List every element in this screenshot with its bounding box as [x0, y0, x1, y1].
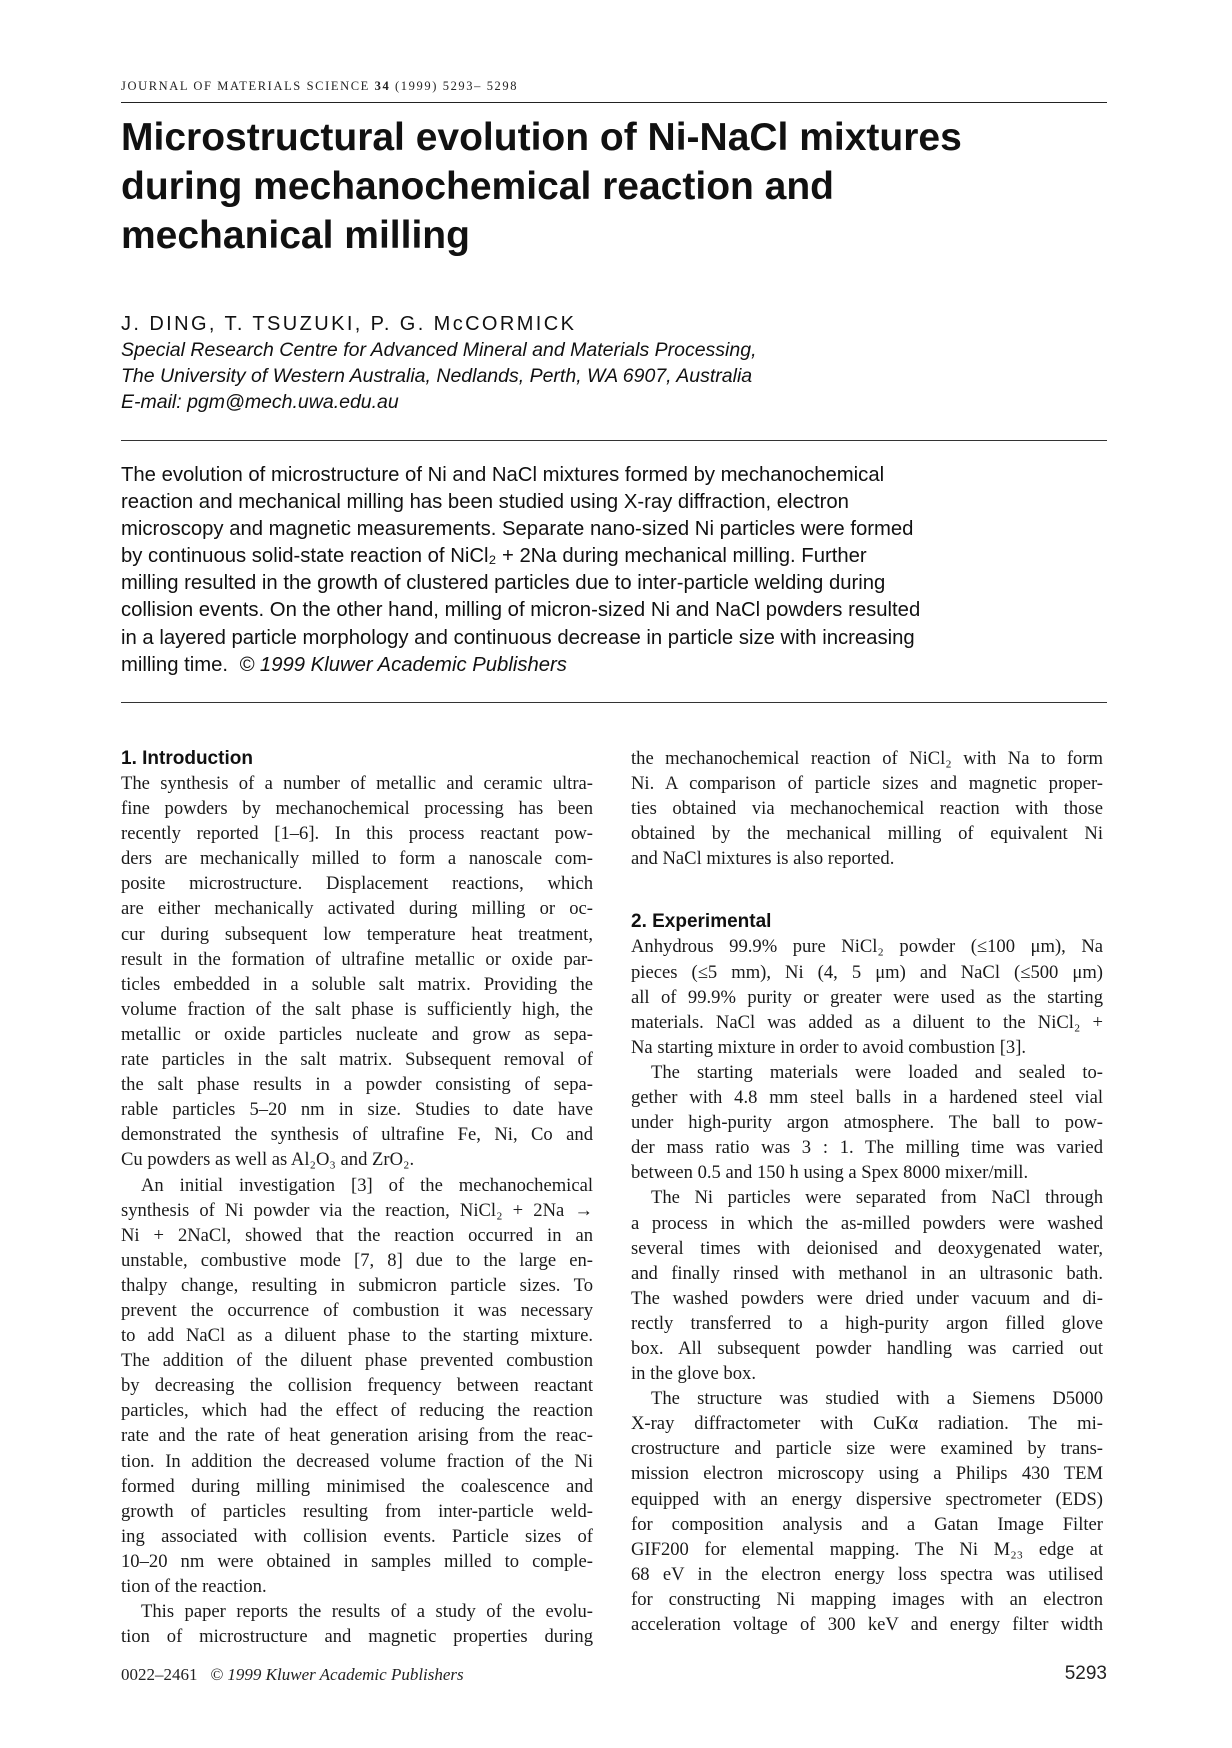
text-line: and NaCl mixtures is also reported.	[631, 848, 895, 870]
author-list: J. DING, T. TSUZUKI, P. G. McCORMICK	[121, 313, 577, 335]
text-line: demonstrated the synthesis of ultrafine Fe, Ni, Co and	[121, 1124, 593, 1146]
text-line: The washed powders were dried under vacuum and di-	[631, 1287, 1103, 1309]
affiliation	[121, 337, 1107, 415]
text-line: under high-purity argon atmosphere. The ball to pow-	[631, 1112, 1103, 1134]
text-line: prevent the occurrence of combustion it was necessary	[121, 1299, 593, 1321]
text-line: and finally rinsed with methanol in an ultrasonic bath.	[631, 1262, 1103, 1284]
text-line: The Ni particles were separated from NaCl through	[651, 1187, 1103, 1209]
text-line: The structure was studied with a Siemens D5000	[651, 1388, 1103, 1410]
text-line: thalpy change, resulting in submicron particle sizes. To	[121, 1274, 593, 1296]
experimental-paragraph-3	[631, 1185, 1103, 1386]
experimental-paragraph-2	[631, 1060, 1103, 1185]
footer-copyright: © 1999 Kluwer Academic Publishers	[210, 1665, 464, 1684]
text-line: all of 99.9% purity or greater were used as the starting	[631, 986, 1103, 1008]
text-line: metallic or oxide particles nucleate and grow as sepa-	[121, 1023, 593, 1045]
text-line: recently reported [1–6]. In this process reactant pow-	[121, 823, 593, 845]
experimental-paragraph-4	[631, 1386, 1103, 1637]
text-line: mission electron microscopy using a Philips 430 TEM	[631, 1463, 1103, 1485]
text-line: volume fraction of the salt phase is sufficiently high, the	[121, 998, 593, 1020]
text-line: box. All subsequent powder handling was carried out	[631, 1337, 1103, 1359]
text-line: in the glove box.	[631, 1363, 756, 1385]
section-heading-experimental: 2. Experimental	[631, 911, 772, 933]
abstract-line: reaction and mechanical milling has been studied using X-ray diffraction, electron	[121, 491, 849, 514]
running-head	[121, 79, 1107, 94]
right-column	[631, 746, 1103, 1637]
text-line: X-ray diffractometer with CuKα radiation. The mi-	[631, 1413, 1103, 1435]
text-line: 68 eV in the electron energy loss spectra was utilised	[631, 1563, 1103, 1585]
text-line: The addition of the diluent phase prevented combustion	[121, 1350, 593, 1372]
text-line: acceleration voltage of 300 keV and energy filter width	[631, 1614, 1103, 1635]
text-line: several times with deionised and deoxygenated water,	[631, 1237, 1103, 1259]
text-line: equipped with an energy dispersive spectrometer (EDS)	[631, 1488, 1103, 1510]
publication-year: (1999)	[395, 79, 438, 93]
text-line: Ni. A comparison of particle sizes and magnetic proper-	[631, 773, 1103, 795]
text-line: tion of the reaction.	[121, 1576, 267, 1597]
page-range: 5293– 5298	[442, 79, 519, 93]
text-line: materials. NaCl was added as a diluent to the NiCl₂ +	[631, 1011, 1103, 1033]
section-heading-introduction: 1. Introduction	[121, 748, 253, 769]
article-title	[121, 113, 1107, 260]
text-line: obtained by the mechanical milling of equivalent Ni	[631, 823, 1103, 845]
text-line: rectly transferred to a high-purity argon filled glove	[631, 1312, 1103, 1334]
page-number: 5293	[1064, 1663, 1107, 1684]
left-column	[121, 746, 593, 1649]
text-line: ders are mechanically milled to form a nanoscale com-	[121, 848, 593, 870]
text-line: Ni + 2NaCl, showed that the reaction occurred in an	[121, 1224, 593, 1246]
text-line: rate and the rate of heat generation arising from the reac-	[121, 1425, 593, 1447]
text-line: GIF200 for elemental mapping. The Ni M₂₃ edge at	[631, 1538, 1103, 1560]
issn: 0022–2461	[121, 1665, 198, 1684]
text-line: Na starting mixture in order to avoid combustion [3].	[631, 1036, 1027, 1058]
text-line: synthesis of Ni powder via the reaction, NiCl₂ + 2Na →	[121, 1199, 593, 1221]
text-line: ticles embedded in a soluble salt matrix. Providing the	[121, 973, 593, 995]
text-line: ties obtained via mechanochemical reaction with those	[631, 798, 1103, 820]
title-line: Microstructural evolution of Ni-NaCl mixtures	[121, 116, 962, 159]
text-line: der mass ratio was 3 : 1. The milling time was varied	[631, 1137, 1103, 1159]
text-line: the salt phase results in a powder consisting of sepa-	[121, 1074, 593, 1096]
abstract-top-rule	[121, 440, 1107, 441]
affiliation-line: Special Research Centre for Advanced Mineral and Materials Processing,	[121, 339, 757, 361]
affiliation-line: The University of Western Australia, Nedlands, Perth, WA 6907, Australia	[121, 365, 753, 387]
text-line: tion of microstructure and magnetic properties during	[121, 1626, 593, 1648]
text-line: rable particles 5–20 nm in size. Studies to date have	[121, 1099, 593, 1121]
text-line: fine powders by mechanochemical processing has been	[121, 798, 593, 820]
text-line: to add NaCl as a diluent phase to the starting mixture.	[121, 1325, 593, 1347]
text-line: An initial investigation [3] of the mechanochemical	[141, 1174, 593, 1196]
text-line: Anhydrous 99.9% pure NiCl₂ powder (≤100 μm), Na	[631, 936, 1103, 958]
abstract-line: milling time.	[121, 653, 229, 676]
abstract-bottom-rule	[121, 702, 1107, 703]
experimental-paragraph-1	[631, 934, 1103, 1059]
text-line: The synthesis of a number of metallic and ceramic ultra-	[121, 773, 593, 794]
text-line: rate particles in the salt matrix. Subsequent removal of	[121, 1049, 593, 1071]
abstract-line: microscopy and magnetic measurements. Separate nano-sized Ni particles were formed	[121, 518, 914, 541]
text-line: particles, which had the effect of reducing the reaction	[121, 1400, 593, 1422]
text-line: pieces (≤5 mm), Ni (4, 5 μm) and NaCl (≤500 μm)	[631, 961, 1103, 983]
text-line: between 0.5 and 150 h using a Spex 8000 mixer/mill.	[631, 1162, 1029, 1184]
text-line: ing associated with collision events. Particle sizes of	[121, 1525, 593, 1547]
abstract-copyright: © 1999 Kluwer Academic Publishers	[239, 653, 567, 676]
abstract-line: collision events. On the other hand, milling of micron-sized Ni and NaCl powders resulted	[121, 599, 921, 622]
text-line: are either mechanically activated during milling or oc-	[121, 898, 593, 920]
section-gap	[631, 871, 1103, 909]
text-line: posite microstructure. Displacement reactions, which	[121, 873, 593, 895]
text-line: result in the formation of ultrafine metallic or oxide par-	[121, 948, 593, 970]
footer-issn	[121, 1665, 464, 1685]
text-line: for composition analysis and a Gatan Image Filter	[631, 1513, 1103, 1535]
text-line: a process in which the as-milled powders were washed	[631, 1212, 1103, 1234]
text-line: the mechanochemical reaction of NiCl₂ with Na to form	[631, 748, 1103, 769]
intro-paragraph-1	[121, 771, 593, 1173]
journal-name: JOURNAL OF MATERIALS SCIENCE	[121, 79, 370, 93]
abstract-last-line	[121, 652, 1107, 679]
volume-number: 34	[374, 79, 391, 93]
header-rule	[121, 102, 1107, 103]
text-line: by decreasing the collision frequency between reactant	[121, 1375, 593, 1397]
text-line: growth of particles resulting from inter-particle weld-	[121, 1500, 593, 1522]
title-line: during mechanochemical reaction and	[121, 165, 835, 208]
text-line: cur during subsequent low temperature heat treatment,	[121, 923, 593, 945]
intro-paragraph-3	[121, 1599, 593, 1649]
text-line: 10–20 nm were obtained in samples milled to comple-	[121, 1550, 593, 1572]
text-line: This paper reports the results of a study of the evolu-	[141, 1601, 593, 1623]
abstract-line: in a layered particle morphology and continuous decrease in particle size with increasing	[121, 626, 915, 649]
text-line: unstable, combustive mode [7, 8] due to the large en-	[121, 1249, 593, 1271]
text-line: crostructure and particle size were examined by trans-	[631, 1438, 1103, 1460]
text-line: Cu powders as well as Al₂O₃ and ZrO₂.	[121, 1149, 415, 1171]
intro-paragraph-continued	[631, 746, 1103, 871]
abstract-line: by continuous solid-state reaction of NiCl₂ + 2Na during mechanical milling. Further	[121, 545, 867, 568]
text-line: for constructing Ni mapping images with an electron	[631, 1588, 1103, 1610]
abstract-line: The evolution of microstructure of Ni and NaCl mixtures formed by mechanochemical	[121, 464, 885, 486]
text-line: tion. In addition the decreased volume fraction of the Ni	[121, 1450, 593, 1472]
text-line: gether with 4.8 mm steel balls in a hardened steel vial	[631, 1087, 1103, 1109]
affiliation-email: E-mail: pgm@mech.uwa.edu.au	[121, 391, 399, 413]
abstract	[121, 462, 1107, 679]
title-line: mechanical milling	[121, 214, 470, 257]
text-line: The starting materials were loaded and sealed to-	[651, 1061, 1103, 1083]
abstract-line: milling resulted in the growth of clustered particles due to inter-particle welding during	[121, 572, 886, 595]
text-line: formed during milling minimised the coalescence and	[121, 1475, 593, 1497]
intro-paragraph-2	[121, 1173, 593, 1600]
